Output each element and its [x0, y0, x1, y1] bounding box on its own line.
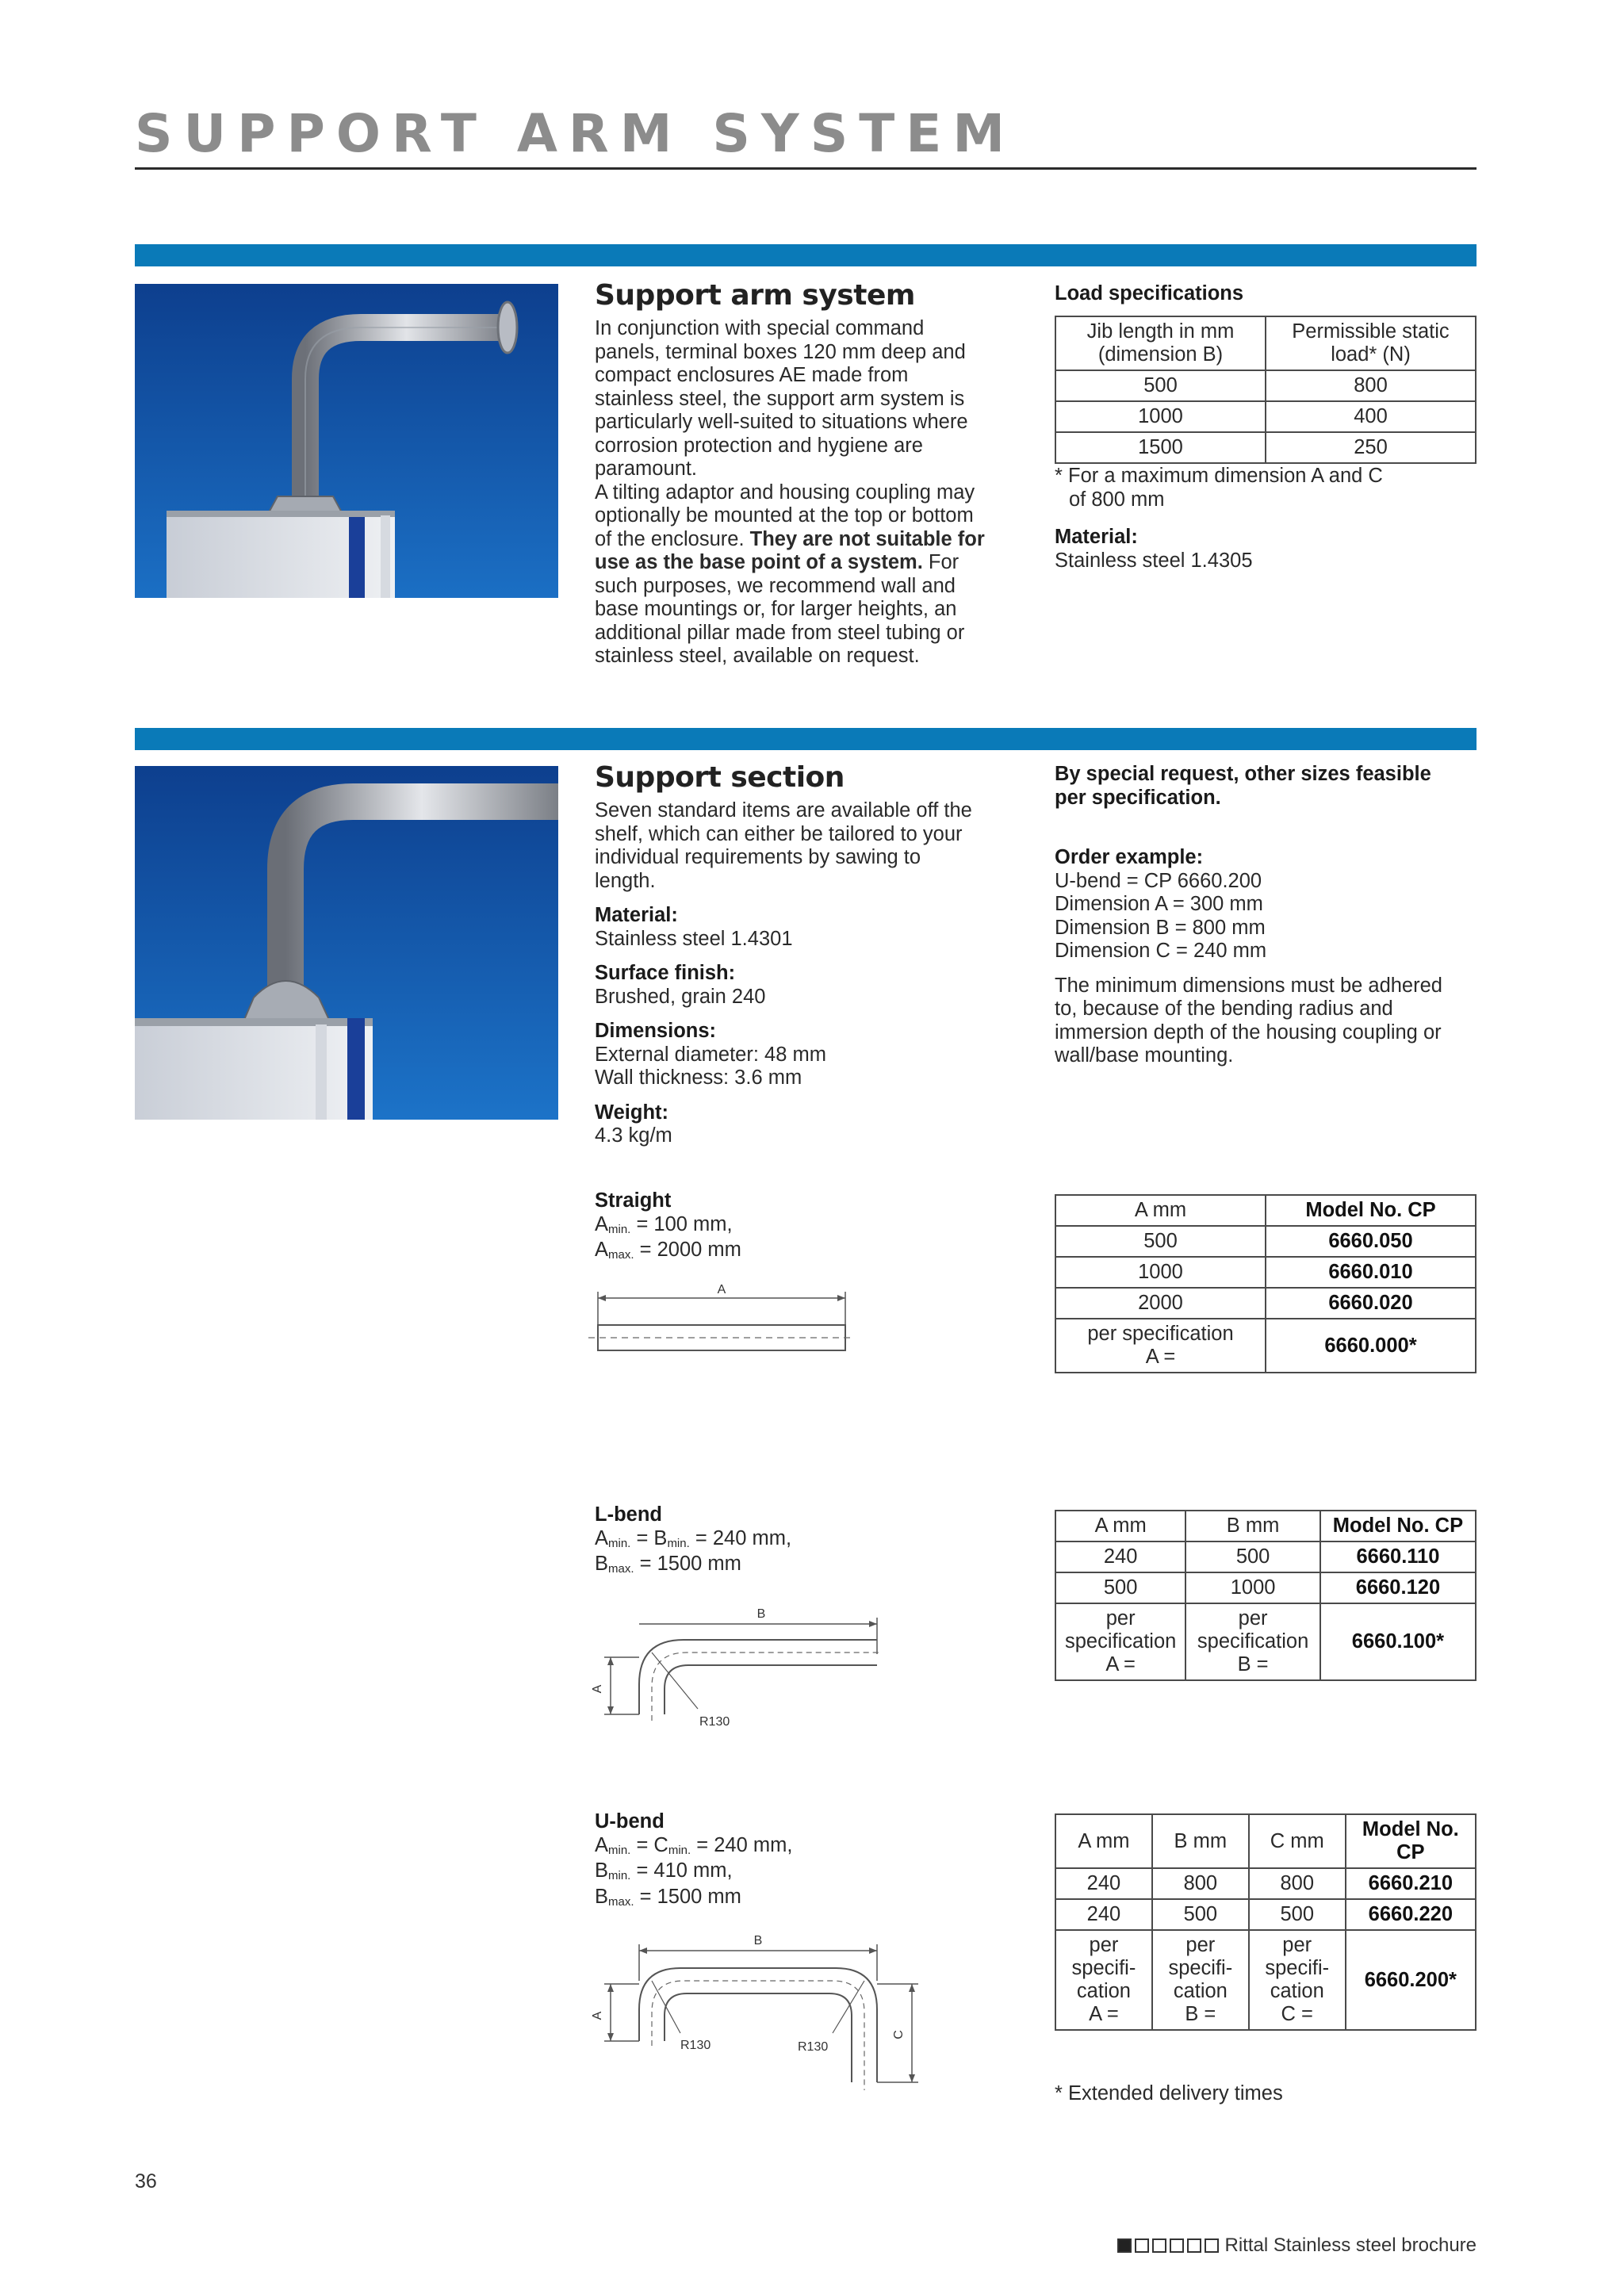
cell-line: per [1089, 1934, 1119, 1956]
var: A [595, 1239, 609, 1261]
table-row [1055, 1319, 1476, 1373]
model-number-cell: 6660.120 [1320, 1572, 1476, 1603]
load-footnote [1055, 465, 1383, 511]
table-header-cell [1346, 1814, 1476, 1868]
table-cell: 800 [1152, 1868, 1249, 1899]
subscript: min. [667, 1536, 690, 1550]
table-cell [1055, 1603, 1185, 1680]
model-number-cell: 6660.050 [1266, 1226, 1476, 1257]
text-line: optionally be mounted at the top or bottom [595, 504, 974, 527]
minimum-note-line: to, because of the bending radius and [1055, 998, 1393, 1020]
warning-text: use as the base point of a system. [595, 551, 923, 573]
var: = C [630, 1833, 668, 1856]
header-line: Permissible static [1292, 320, 1450, 343]
section-heading-support-arm: Support arm system [595, 279, 915, 312]
straight-max-line [595, 1239, 741, 1265]
table-row [1055, 1257, 1476, 1288]
minimum-note-line: immersion depth of the housing coupling or [1055, 1021, 1442, 1044]
subscript: min. [608, 1222, 631, 1236]
table-cell: 500 [1249, 1899, 1346, 1930]
table-cell: 1000 [1055, 401, 1266, 432]
header-line: Model No. [1362, 1818, 1459, 1840]
table-header-cell [1266, 316, 1476, 370]
cell-line: B = [1237, 1653, 1269, 1676]
table-cell: 250 [1266, 432, 1476, 463]
model-number-cell: 6660.220 [1346, 1899, 1476, 1930]
minimum-note-line: The minimum dimensions must be adhered [1055, 974, 1442, 997]
support-section-details [595, 799, 1023, 1148]
header-line: load* (N) [1331, 343, 1411, 366]
text-line: A tilting adaptor and housing coupling may [595, 481, 975, 504]
title-rule [135, 167, 1477, 170]
table-row [1055, 432, 1476, 463]
support-arm-photo [135, 284, 558, 598]
ubend-bmin-line [595, 1859, 792, 1886]
text-fragment: of the enclosure. [595, 527, 745, 550]
cell-line: per [1105, 1607, 1136, 1630]
ubend-title: U-bend [595, 1810, 665, 1833]
model-number-cell: 6660.110 [1320, 1541, 1476, 1572]
ubend-spec [595, 1810, 792, 1911]
footnote-line: * For a maximum dimension A and C [1055, 465, 1383, 487]
progress-square-icon [1135, 2238, 1149, 2253]
load-spec-title: Load specifications [1055, 282, 1244, 304]
cell-line: cation [1270, 1980, 1324, 2002]
order-example-line: Dimension B = 800 mm [1055, 916, 1266, 939]
cell-line: A = [1145, 1346, 1176, 1368]
cell-line: specifi- [1265, 1957, 1330, 1979]
straight-diagram [587, 1281, 856, 1360]
support-section-photo [135, 766, 558, 1120]
model-number-cell: 6660.010 [1266, 1257, 1476, 1288]
var: A [595, 1526, 609, 1549]
text-line: additional pillar made from steel tubing or [595, 621, 965, 644]
straight-min-line [595, 1213, 741, 1239]
header-line: (dimension B) [1097, 343, 1224, 366]
cell-line: A = [1089, 2003, 1119, 2025]
delivery-footnote: * Extended delivery times [1055, 2082, 1283, 2104]
subscript: min. [608, 1843, 631, 1857]
section-divider-bar [135, 244, 1477, 266]
lbend-table [1055, 1510, 1477, 1681]
subscript: max. [608, 1894, 634, 1909]
text-line: compact enclosures AE made from [595, 364, 909, 386]
dim-label-a: A [591, 2011, 604, 2020]
progress-square-icon [1170, 2238, 1184, 2253]
dim-label-b: B [753, 1934, 763, 1947]
table-header-cell: A mm [1055, 1195, 1266, 1226]
table-cell: 240 [1055, 1541, 1185, 1572]
text-line: In conjunction with special command [595, 317, 925, 339]
model-number-cell: 6660.020 [1266, 1288, 1476, 1319]
model-number-cell: 6660.210 [1346, 1868, 1476, 1899]
table-cell: 500 [1055, 1226, 1266, 1257]
table-cell: 400 [1266, 401, 1476, 432]
dim-label-c: C [892, 2030, 906, 2039]
minimum-note-line: wall/base mounting. [1055, 1044, 1234, 1067]
table-row [1055, 401, 1476, 432]
cell-line: specifi- [1168, 1957, 1233, 1979]
progress-square-icon [1152, 2238, 1166, 2253]
cell-line: specification [1197, 1630, 1309, 1653]
table-row [1055, 1226, 1476, 1257]
order-example-line: Dimension A = 300 mm [1055, 893, 1263, 915]
model-number-cell: 6660.100* [1320, 1603, 1476, 1680]
material-value: Stainless steel 1.4305 [1055, 549, 1253, 572]
subscript: max. [608, 1248, 634, 1262]
value: = 1500 mm [634, 1553, 741, 1575]
var: = B [630, 1526, 668, 1549]
lbend-max-line [595, 1553, 791, 1579]
text-line: such purposes, we recommend wall and [595, 574, 956, 597]
text-line: Seven standard items are available off the [595, 799, 972, 821]
table-header-cell: A mm [1055, 1511, 1185, 1541]
radius-label: R130 [680, 2039, 711, 2052]
table-header-row [1055, 316, 1476, 370]
load-spec-table [1055, 316, 1477, 464]
cell-line: specification [1064, 1630, 1177, 1653]
ubend-table [1055, 1813, 1477, 2031]
brand-text: Rittal Stainless steel brochure [1224, 2235, 1477, 2256]
cell-line: A = [1105, 1653, 1136, 1676]
table-row [1055, 1572, 1476, 1603]
material-label: Material: [595, 904, 678, 926]
var: B [595, 1553, 609, 1575]
table-header-cell [1055, 316, 1266, 370]
page-number: 36 [135, 2170, 157, 2193]
lbend-diagram [587, 1602, 888, 1737]
cell-line: per [1185, 1934, 1216, 1956]
surface-label: Surface finish: [595, 962, 736, 984]
table-header-cell: B mm [1152, 1814, 1249, 1868]
dim-label: A [717, 1283, 726, 1296]
table-header-cell: B mm [1185, 1511, 1320, 1541]
table-cell: 240 [1055, 1868, 1152, 1899]
table-header-row [1055, 1511, 1476, 1541]
section-heading-support-section: Support section [595, 761, 845, 794]
progress-square-icon [1117, 2238, 1132, 2253]
cell-line: B = [1185, 2003, 1216, 2025]
table-cell: 500 [1055, 370, 1266, 401]
text-line [595, 551, 1023, 575]
value: = 2000 mm [634, 1239, 741, 1261]
table-cell: 500 [1055, 1572, 1185, 1603]
text-line: paramount. [595, 458, 697, 480]
text-line: length. [595, 869, 656, 892]
table-cell: 500 [1152, 1899, 1249, 1930]
model-number-cell: 6660.200* [1346, 1930, 1476, 2030]
text-line: stainless steel, the support arm system is [595, 387, 965, 410]
dimensions-value: External diameter: 48 mm [595, 1043, 826, 1066]
table-cell: 800 [1266, 370, 1476, 401]
text-line: base mountings or, for larger heights, an [595, 598, 957, 620]
cell-line: per [1238, 1607, 1268, 1630]
table-row [1055, 1868, 1476, 1899]
text-line: stainless steel, available on request. [595, 645, 920, 667]
header-line: CP [1396, 1841, 1425, 1863]
table-cell: 1000 [1185, 1572, 1320, 1603]
warning-text: They are not suitable for [749, 527, 985, 550]
model-number-cell: 6660.000* [1266, 1319, 1476, 1373]
lbend-title: L-bend [595, 1503, 662, 1526]
table-cell: 2000 [1055, 1288, 1266, 1319]
ubend-diagram [587, 1927, 928, 2101]
value: = 100 mm, [630, 1212, 733, 1235]
value: = 1500 mm [634, 1885, 741, 1908]
table-row [1055, 1541, 1476, 1572]
footer-brand [1117, 2235, 1477, 2257]
table-header-cell: Model No. CP [1266, 1195, 1476, 1226]
support-arm-description [595, 317, 1023, 668]
table-header-cell: A mm [1055, 1814, 1152, 1868]
dimensions-value: Wall thickness: 3.6 mm [595, 1067, 802, 1089]
straight-spec [595, 1189, 741, 1265]
table-row [1055, 370, 1476, 401]
cell-line: cation [1076, 1980, 1131, 2002]
cell-line: per [1282, 1934, 1312, 1956]
var: A [595, 1212, 609, 1235]
material-label: Material: [1055, 526, 1138, 548]
table-cell: 800 [1249, 1868, 1346, 1899]
table-cell: 500 [1185, 1541, 1320, 1572]
var: B [595, 1859, 609, 1882]
lbend-min-line [595, 1527, 791, 1553]
cell-line: specifi- [1071, 1957, 1136, 1979]
dim-label-b: B [756, 1607, 766, 1621]
straight-title: Straight [595, 1189, 672, 1212]
cell-line: cation [1173, 1980, 1228, 2002]
subscript: min. [668, 1843, 691, 1857]
material-value: Stainless steel 1.4301 [595, 927, 793, 950]
table-header-cell: Model No. CP [1320, 1511, 1476, 1541]
table-cell: 1500 [1055, 432, 1266, 463]
order-example-line: Dimension C = 240 mm [1055, 940, 1267, 962]
table-row [1055, 1930, 1476, 2030]
special-request-line: By special request, other sizes feasible [1055, 763, 1431, 785]
surface-value: Brushed, grain 240 [595, 985, 766, 1008]
table-cell: 240 [1055, 1899, 1152, 1930]
text-fragment: For [928, 551, 959, 573]
table-header-row [1055, 1814, 1476, 1868]
page-title: SUPPORT ARM SYSTEM [135, 103, 1017, 164]
table-cell [1185, 1603, 1320, 1680]
weight-value: 4.3 kg/m [595, 1124, 672, 1147]
table-row [1055, 1288, 1476, 1319]
value: = 240 mm, [691, 1833, 793, 1856]
straight-table [1055, 1194, 1477, 1373]
text-line: shelf, which can either be tailored to your [595, 822, 963, 845]
value: = 240 mm, [689, 1526, 792, 1549]
radius-label: R130 [699, 1715, 730, 1729]
table-cell [1055, 1319, 1266, 1373]
text-line: panels, terminal boxes 120 mm deep and [595, 340, 966, 363]
text-line: individual requirements by sawing to [595, 846, 921, 868]
table-row [1055, 1603, 1476, 1680]
material-block [1055, 526, 1253, 573]
ubend-min-line [595, 1834, 792, 1860]
subscript: max. [608, 1562, 634, 1576]
ubend-bmax-line [595, 1886, 792, 1912]
cell-line: per specification [1087, 1323, 1234, 1345]
text-line: corrosion protection and hygiene are [595, 434, 923, 457]
subscript: min. [608, 1869, 631, 1882]
lbend-spec [595, 1503, 791, 1579]
table-cell [1055, 1930, 1152, 2030]
dim-label-a: A [591, 1684, 604, 1694]
table-row [1055, 1899, 1476, 1930]
order-example-label: Order example: [1055, 846, 1204, 868]
order-example-line: U-bend = CP 6660.200 [1055, 869, 1262, 892]
cell-line: C = [1281, 2003, 1313, 2025]
order-info [1055, 763, 1477, 1068]
dimensions-label: Dimensions: [595, 1020, 717, 1042]
footnote-line: of 800 mm [1069, 488, 1165, 511]
value: = 410 mm, [630, 1859, 733, 1882]
table-header-cell: C mm [1249, 1814, 1346, 1868]
text-line: particularly well-suited to situations where [595, 411, 968, 433]
table-cell [1152, 1930, 1249, 2030]
text-line [595, 528, 1023, 552]
weight-label: Weight: [595, 1101, 669, 1124]
progress-square-icon [1187, 2238, 1201, 2253]
radius-label: R130 [798, 2040, 829, 2054]
table-cell: 1000 [1055, 1257, 1266, 1288]
table-cell [1249, 1930, 1346, 2030]
table-header-row [1055, 1195, 1476, 1226]
header-line: Jib length in mm [1086, 320, 1235, 343]
var: A [595, 1833, 609, 1856]
section-divider-bar [135, 728, 1477, 750]
var: B [595, 1885, 609, 1908]
special-request-line: per specification. [1055, 786, 1221, 809]
subscript: min. [608, 1536, 631, 1550]
progress-square-icon [1205, 2238, 1219, 2253]
